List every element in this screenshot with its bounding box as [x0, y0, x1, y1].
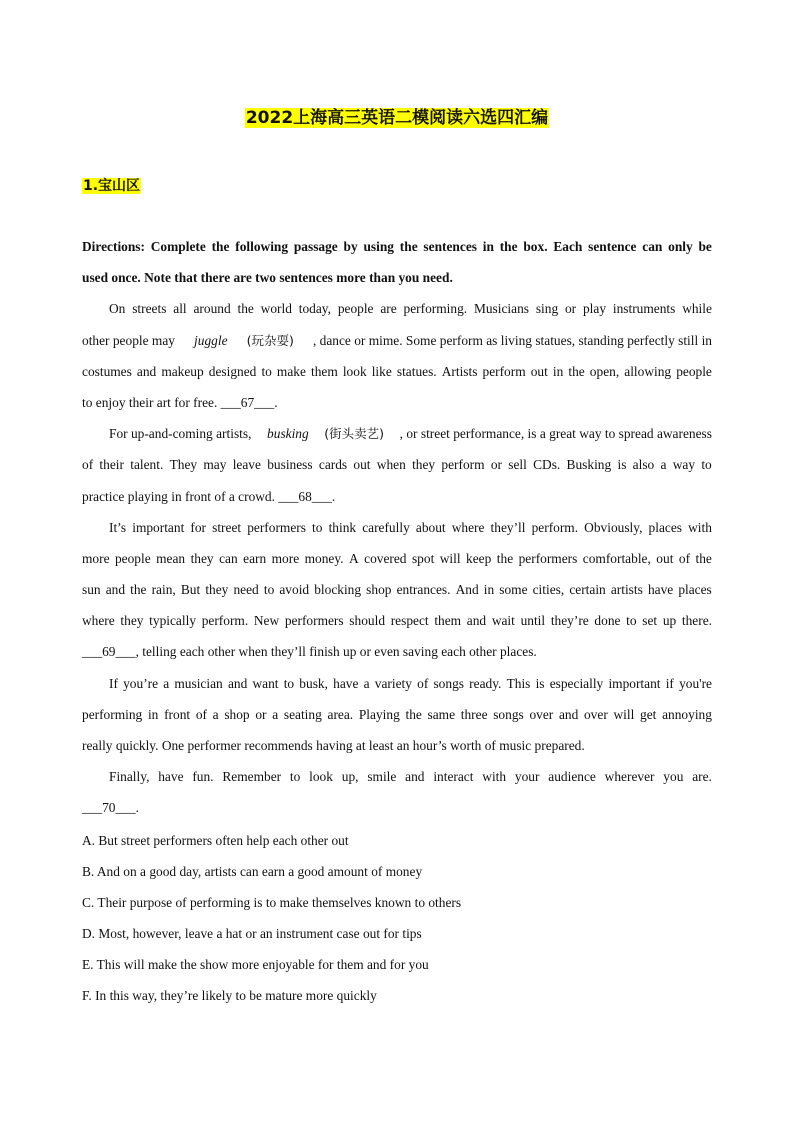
word: three: [460, 706, 488, 722]
word: a: [163, 675, 170, 691]
word: they’re: [550, 613, 589, 629]
word: respect: [390, 613, 429, 629]
word: and: [466, 613, 487, 629]
p1-juggle-gloss: (玩杂耍): [246, 332, 294, 348]
word: of: [82, 457, 94, 473]
word: comfortable,: [582, 550, 651, 566]
word: performers: [518, 550, 578, 566]
word: fun.: [192, 769, 214, 785]
word: people: [114, 550, 151, 566]
p1-line-3: [82, 356, 712, 387]
p1-juggle-word: juggle: [194, 332, 228, 348]
p3-line-4: [82, 605, 712, 636]
word: up: [662, 613, 677, 629]
word: the: [237, 301, 254, 317]
word: cards: [318, 457, 348, 473]
word: is: [535, 675, 545, 691]
p1-line-1: [82, 293, 712, 324]
passage-body: [82, 231, 712, 824]
word: songs: [433, 675, 464, 691]
p1-line-2-end: , dance or mime. Some perform as living statues, standing perfectly still in: [312, 332, 712, 348]
word: But: [180, 582, 201, 598]
word: more: [271, 550, 300, 566]
word: their: [99, 457, 124, 473]
word: a: [660, 457, 667, 473]
word: they’ll: [490, 519, 526, 535]
word: can: [219, 550, 238, 566]
word: look: [342, 363, 367, 379]
word: annoying: [662, 706, 712, 722]
word: streets: [132, 301, 167, 317]
word: statues.: [396, 363, 437, 379]
word: rain,: [151, 582, 176, 598]
word: mean: [156, 550, 186, 566]
p1-line-2-start: other people may: [82, 332, 175, 348]
word: musician: [174, 675, 223, 691]
word: you: [663, 769, 684, 785]
word: done: [594, 613, 621, 629]
word: perform: [482, 363, 526, 379]
word: like: [371, 363, 392, 379]
word: carefully: [362, 519, 410, 535]
word: sentences: [423, 239, 477, 254]
option-e: E. This will make the show more enjoyable for them and for you: [82, 957, 429, 972]
word: them: [310, 363, 338, 379]
word: the: [399, 239, 418, 254]
word: performing: [82, 706, 143, 722]
word: with: [482, 769, 507, 785]
word: spot: [411, 550, 435, 566]
p4-line-3: really quickly. One performer recommends having at least an hour’s worth of music prepared.: [82, 738, 585, 753]
word: open,: [589, 363, 620, 379]
word: out: [353, 457, 371, 473]
word: blocking: [314, 582, 362, 598]
word: smile: [367, 769, 397, 785]
word: be: [698, 239, 712, 254]
word: songs: [493, 706, 524, 722]
word: Musicians: [473, 301, 529, 317]
word: over: [583, 706, 608, 722]
word: to: [261, 363, 272, 379]
word: costumes: [82, 363, 132, 379]
word: you're: [679, 675, 712, 691]
directions-line-1: [82, 231, 712, 262]
word: about: [415, 519, 446, 535]
p3-line-2: [82, 543, 712, 574]
word: to: [283, 675, 295, 691]
word: to: [626, 613, 637, 629]
word: or: [564, 301, 577, 317]
p1-line-4: to enjoy their art for free. ___67___.: [82, 394, 278, 410]
word: people: [676, 363, 712, 379]
p5-line-2: ___70___.: [82, 800, 139, 816]
word: of: [195, 706, 207, 722]
word: the: [130, 582, 147, 598]
word: Finally,: [109, 769, 150, 785]
word: only: [668, 239, 693, 254]
document-title-text: 2022上海高三英语二模阅读六选四汇编: [245, 108, 549, 128]
word: the: [496, 550, 514, 566]
word: out: [530, 363, 548, 379]
word: also: [632, 457, 655, 473]
word: the: [695, 550, 712, 566]
p3-line-3: [82, 574, 712, 605]
option-a: A. But street performers often help each other out: [82, 833, 349, 848]
word: talent.: [130, 457, 164, 473]
word: make: [276, 363, 306, 379]
p4-line-1: [82, 668, 712, 699]
p2-line-1: [82, 418, 712, 449]
word: performers: [247, 519, 306, 535]
word: around: [193, 301, 231, 317]
word: and: [227, 675, 248, 691]
word: or: [255, 706, 267, 722]
word: perform.: [531, 519, 579, 535]
word: in: [482, 239, 494, 254]
word: Complete: [150, 239, 206, 254]
word: is: [617, 457, 627, 473]
word: They: [169, 457, 198, 473]
word: and: [136, 363, 157, 379]
word: of: [417, 675, 429, 691]
word: where: [451, 519, 485, 535]
word: need: [233, 582, 259, 598]
word: busk,: [299, 675, 328, 691]
word: instruments: [612, 301, 676, 317]
word: sentence: [588, 239, 637, 254]
word: designed: [208, 363, 257, 379]
word: and: [558, 706, 579, 722]
word: want: [252, 675, 279, 691]
word: If: [109, 675, 118, 691]
word: there.: [681, 613, 712, 629]
word: audience: [548, 769, 596, 785]
word: of: [678, 550, 691, 566]
option-f: F. In this way, they’re likely to be mature more quickly: [82, 988, 377, 1003]
word: places: [648, 519, 683, 535]
word: people: [337, 301, 374, 317]
word: they: [190, 550, 214, 566]
word: where: [82, 613, 115, 629]
word: and: [105, 582, 126, 598]
word: are: [380, 301, 397, 317]
word: variety: [374, 675, 412, 691]
option-d: D. Most, however, leave a hat or an instrument case out for tips: [82, 926, 422, 941]
p2-busking-word: busking: [267, 426, 309, 442]
word: leave: [232, 457, 261, 473]
word: until: [520, 613, 546, 629]
word: covered: [364, 550, 407, 566]
word: perform: [441, 457, 485, 473]
p2-line-2: [82, 449, 712, 480]
word: in: [147, 706, 159, 722]
word: ready.: [469, 675, 502, 691]
word: way: [672, 457, 696, 473]
p2-busking-gloss: (街头卖艺): [324, 426, 385, 442]
word: when: [376, 457, 406, 473]
word: important: [608, 675, 661, 691]
word: keep: [466, 550, 492, 566]
word: following: [235, 239, 289, 254]
word: to: [289, 769, 301, 785]
word: allowing: [624, 363, 672, 379]
word: wherever: [604, 769, 655, 785]
word: to: [263, 582, 275, 598]
word: places: [678, 582, 712, 598]
word: same: [427, 706, 456, 722]
word: some: [499, 582, 528, 598]
option-c: C. Their purpose of performing is to make themselves known to others: [82, 895, 462, 910]
word: sing: [535, 301, 559, 317]
word: the: [211, 239, 230, 254]
word: have: [647, 582, 674, 598]
word: with: [688, 519, 712, 535]
word: makeup: [161, 363, 204, 379]
p2-line-1-end: , or street performance, is a great way to spread awareness: [399, 426, 712, 442]
word: front: [164, 706, 191, 722]
word: earn: [243, 550, 267, 566]
word: your: [514, 769, 540, 785]
word: get: [640, 706, 657, 722]
word: Busking: [566, 457, 612, 473]
answer-options: [82, 825, 712, 1011]
word: if: [665, 675, 674, 691]
word: passage: [293, 239, 338, 254]
word: by: [343, 239, 358, 254]
word: Artists: [441, 363, 478, 379]
word: money.: [304, 550, 344, 566]
word: seating: [283, 706, 322, 722]
document-title: [0, 106, 794, 130]
word: up,: [341, 769, 359, 785]
word: today,: [298, 301, 331, 317]
word: look: [309, 769, 333, 785]
word: cities,: [532, 582, 565, 598]
word: using: [363, 239, 394, 254]
word: Playing: [358, 706, 400, 722]
p5-line-1: [82, 761, 712, 792]
word: street: [212, 519, 242, 535]
p4-line-2: [82, 699, 712, 730]
word: to: [312, 519, 323, 535]
word: Each: [553, 239, 583, 254]
word: avoid: [279, 582, 310, 598]
word: area.: [327, 706, 354, 722]
word: performers: [284, 613, 344, 629]
word: may: [203, 457, 227, 473]
word: Remember: [222, 769, 282, 785]
p2-line-3: practice playing in front of a crowd. ___68___.: [82, 488, 336, 504]
word: set: [642, 613, 658, 629]
word: sell: [508, 457, 527, 473]
word: should: [349, 613, 386, 629]
word: important: [132, 519, 185, 535]
word: think: [328, 519, 357, 535]
word: performing.: [403, 301, 468, 317]
word: interact: [433, 769, 474, 785]
word: are.: [692, 769, 712, 785]
word: more: [82, 550, 110, 566]
word: the: [568, 363, 585, 379]
word: CDs.: [533, 457, 561, 473]
word: have: [333, 675, 359, 691]
word: especially: [549, 675, 604, 691]
word: while: [682, 301, 712, 317]
word: will: [439, 550, 461, 566]
word: a: [212, 706, 219, 722]
section-heading-text: 1.宝山区: [83, 178, 141, 194]
word: in: [552, 363, 564, 379]
word: perform.: [201, 613, 249, 629]
word: will: [613, 706, 635, 722]
word: play: [582, 301, 607, 317]
word: for: [190, 519, 207, 535]
word: entrances.: [396, 582, 451, 598]
word: Directions:: [82, 239, 145, 254]
word: certain: [569, 582, 606, 598]
word: shop: [224, 706, 250, 722]
word: A: [349, 550, 359, 566]
word: they: [120, 613, 144, 629]
word: over: [529, 706, 554, 722]
word: the: [405, 706, 422, 722]
word: can: [642, 239, 663, 254]
word: to: [701, 457, 712, 473]
word: artists: [610, 582, 643, 598]
word: This: [506, 675, 531, 691]
word: in: [483, 582, 495, 598]
word: sun: [82, 582, 101, 598]
p3-line-5: ___69___, telling each other when they’ll finish up or even saving each other places.: [82, 644, 537, 660]
word: world: [260, 301, 292, 317]
word: New: [253, 613, 280, 629]
word: typically: [149, 613, 197, 629]
word: you’re: [123, 675, 159, 691]
word: they: [412, 457, 436, 473]
word: or: [490, 457, 502, 473]
word: shop: [366, 582, 392, 598]
word: and: [405, 769, 425, 785]
word: out: [656, 550, 674, 566]
word: box.: [523, 239, 548, 254]
word: they: [205, 582, 229, 598]
word: business: [267, 457, 313, 473]
word: a: [272, 706, 279, 722]
word: wait: [491, 613, 515, 629]
p2-line-1-start: For up-and-coming artists,: [109, 426, 252, 442]
word: Obviously,: [584, 519, 643, 535]
p1-line-2: [82, 325, 712, 356]
word: all: [173, 301, 187, 317]
option-b: B. And on a good day, artists can earn a good amount of money: [82, 864, 423, 879]
word: And: [455, 582, 479, 598]
word: them: [434, 613, 462, 629]
word: a: [363, 675, 370, 691]
section-heading: [82, 176, 141, 196]
directions-line-2: used once. Note that there are two sentences more than you need.: [82, 270, 453, 286]
word: the: [499, 239, 518, 254]
word: It’s: [109, 519, 127, 535]
word: have: [158, 769, 184, 785]
word: On: [109, 301, 126, 317]
p3-line-1: [82, 512, 712, 543]
